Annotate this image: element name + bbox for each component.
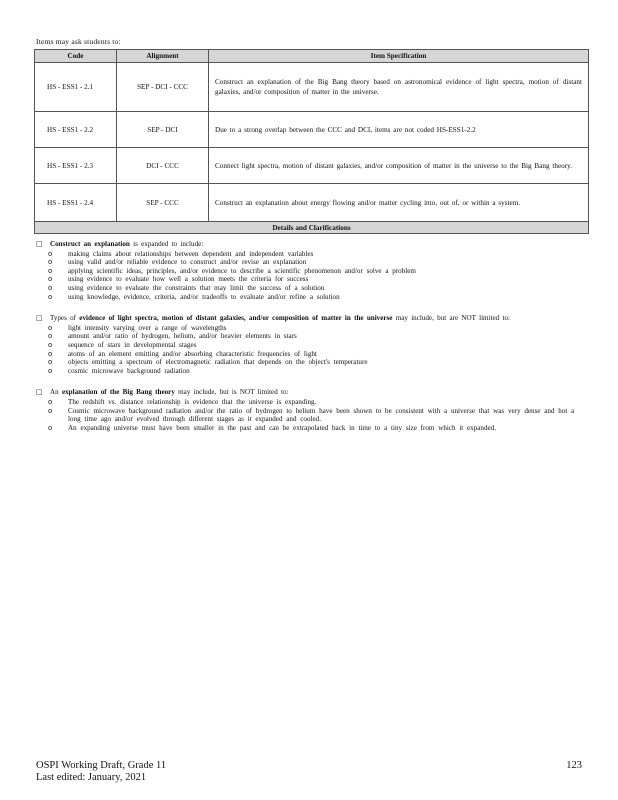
row-alignment: SEP - DCI — [117, 112, 209, 148]
circle-bullet-icon: o — [48, 423, 53, 432]
row-spec: Construct an explanation of the Big Bang theory based on astronomical evidence of light spectra, motion of distant galaxies, and/or composition of matter in the universe. — [209, 63, 589, 112]
details-section-big-bang — [36, 388, 576, 432]
intro-text: Items may ask students to: — [36, 37, 121, 46]
row-code: HS - ESS1 - 2.1 — [35, 63, 117, 112]
footer-last-edited: Last edited: January, 2021 — [36, 772, 147, 783]
details-section-evidence — [36, 314, 576, 375]
row-spec: Construct an explanation about energy flowing and/or matter cycling into, out of, or within a system. — [209, 184, 589, 222]
section-lead — [36, 388, 576, 397]
row-alignment: SEP - DCI - CCC — [117, 63, 209, 112]
circle-bullet-icon: o — [48, 366, 53, 375]
row-spec: Connect light spectra, motion of distant galaxies, and/or composition of matter in the universe to the Big Bang theory. — [209, 148, 589, 184]
details-header: Details and Clarifications — [35, 222, 589, 234]
table-row — [35, 184, 589, 222]
circle-bullet-icon: o — [48, 249, 53, 258]
table-header-row — [35, 50, 589, 63]
circle-bullet-icon: o — [48, 323, 53, 332]
circle-bullet-icon: o — [48, 340, 53, 349]
table-row — [35, 148, 589, 184]
list-item: o light intensity varying over a range of wavelengths — [48, 323, 227, 332]
circle-bullet-icon: o — [48, 406, 53, 415]
header-spec: Item Specification — [209, 50, 589, 63]
circle-bullet-icon: o — [48, 349, 53, 358]
list-item: o An expanding universe must have been smaller in the past and can be extrapolated back in time to a tiny size from which it expanded. — [48, 423, 496, 432]
details-section-construct — [36, 240, 576, 301]
list-item: o Cosmic microwave background radiation and/or the ratio of hydrogen to helium have been shown to be consistent with a universe that was very dense and hot a long time ago and/or evolved through different stages as it expanded and cooled. — [48, 406, 575, 424]
row-spec: Due to a strong overlap between the CCC and DCI, items are not coded HS-ESS1-2.2 — [209, 112, 589, 148]
list-item: o using knowledge, evidence, criteria, and/or tradeoffs to evaluate and/or refine a solution — [48, 292, 340, 301]
circle-bullet-icon: o — [48, 258, 53, 267]
lead-bold: evidence of light spectra, motion of distant galaxies, and/or composition of matter in the universe — [79, 314, 393, 323]
list-item: o sequence of stars in developmental stages — [48, 340, 197, 349]
circle-bullet-icon: o — [48, 266, 53, 275]
square-bullet-icon: □ — [36, 388, 43, 397]
header-alignment: Alignment — [117, 50, 209, 63]
circle-bullet-icon: o — [48, 283, 53, 292]
list-item: o amount and/or ratio of hydrogen, helium, and/or heavier elements in stars — [48, 332, 297, 341]
list-item: o using evidence to evaluate the constraints that may limit the success of a solution — [48, 283, 325, 292]
row-code: HS - ESS1 - 2.2 — [35, 112, 117, 148]
list-item: o objects emitting a spectrum of electromagnetic radiation that depends on the object's temperature — [48, 358, 368, 367]
table-row — [35, 112, 589, 148]
row-code: HS - ESS1 - 2.3 — [35, 148, 117, 184]
circle-bullet-icon: o — [48, 358, 53, 367]
section-lead — [36, 240, 576, 249]
lead-rest: may include, but are NOT limited to: — [392, 314, 510, 323]
circle-bullet-icon: o — [48, 275, 53, 284]
header-code: Code — [35, 50, 117, 63]
lead-bold: explanation of the Big Bang theory — [61, 388, 175, 397]
lead-bold: Construct an explanation — [50, 240, 130, 248]
row-alignment: DCI - CCC — [117, 148, 209, 184]
page-number: 123 — [566, 760, 582, 771]
footer-draft-label: OSPI Working Draft, Grade 11 — [36, 760, 167, 771]
circle-bullet-icon: o — [48, 397, 53, 406]
list-item: o using valid and/or reliable evidence to construct and/or revise an explanation — [48, 258, 307, 267]
lead-pre: Types of — [50, 314, 80, 323]
square-bullet-icon: □ — [36, 314, 43, 323]
lead-pre: An — [50, 388, 62, 397]
sub-list — [36, 250, 576, 302]
circle-bullet-icon: o — [48, 292, 53, 301]
details-header-row — [35, 222, 589, 234]
list-item: o using evidence to evaluate how well a solution meets the criteria for success — [48, 275, 309, 284]
details-and-clarifications — [36, 240, 576, 445]
square-bullet-icon: □ — [36, 240, 43, 248]
list-item: o The redshift vs. distance relationship is evidence that the universe is expanding. — [48, 397, 317, 406]
row-code: HS - ESS1 - 2.4 — [35, 184, 117, 222]
sub-list — [36, 398, 576, 432]
lead-rest: is expanded to include: — [129, 240, 204, 248]
table-row — [35, 63, 589, 112]
list-item: o atoms of an element emitting and/or absorbing characteristic frequencies of light — [48, 349, 317, 358]
footer — [36, 760, 166, 784]
item-specification-table — [34, 49, 589, 234]
lead-rest: may include, but is NOT limited to: — [174, 388, 289, 397]
list-item: o making claims about relationships between dependent and independent variables — [48, 249, 314, 258]
sub-list — [36, 324, 576, 376]
row-alignment: SEP - CCC — [117, 184, 209, 222]
list-item: o applying scientific ideas, principles, and/or evidence to describe a scientific phenomenon and/or solve a problem — [48, 266, 416, 275]
section-lead — [36, 314, 576, 323]
list-item: o cosmic microwave background radiation — [48, 366, 190, 375]
circle-bullet-icon: o — [48, 332, 53, 341]
